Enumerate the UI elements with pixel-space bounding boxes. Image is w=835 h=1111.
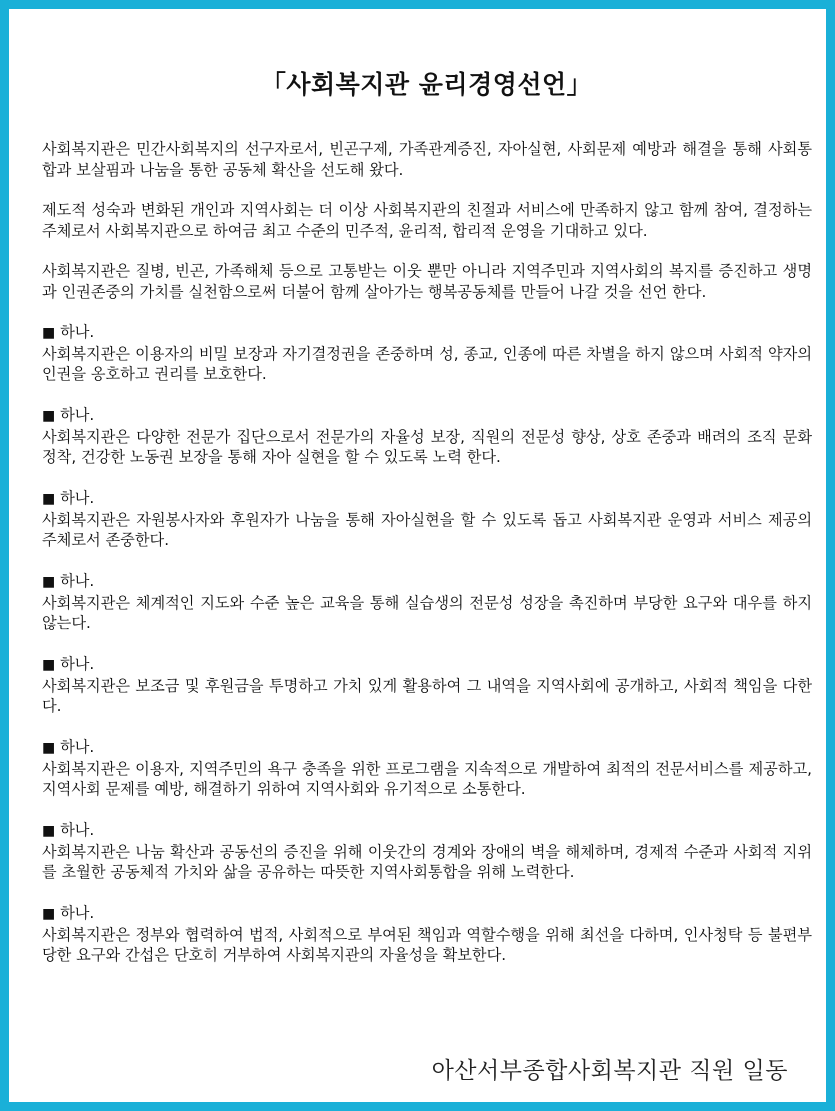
pledge-text: 사회복지관은 보조금 및 후원금을 투명하고 가치 있게 활용하여 그 내역을 지역사회에 공개하고, 사회적 책임을 다한다. <box>42 676 812 715</box>
pledge-item-2 <box>42 405 812 468</box>
pledge-item-5 <box>42 654 812 717</box>
pledge-heading <box>42 571 812 593</box>
pledge-item-6 <box>42 737 812 800</box>
pledge-item-8 <box>42 903 812 966</box>
square-bullet-icon: ■ <box>42 823 56 839</box>
square-bullet-icon: ■ <box>42 491 56 507</box>
pledge-text: 사회복지관은 정부와 협력하여 법적, 사회적으로 부여된 책임과 역할수행을 위해 최선을 다하며, 인사청탁 등 불편부당한 요구와 간섭은 단호히 거부하여 사회복지관의 자율성을 확보한다. <box>42 925 812 964</box>
pledge-text: 사회복지관은 나눔 확산과 공동선의 증진을 위해 이웃간의 경계와 장애의 벽을 해체하며, 경제적 수준과 사회적 지위를 초월한 공동체적 가치와 삶을 공유하는 따뜻한 지역사회통합을 위해 노력한다. <box>42 842 812 881</box>
square-bullet-icon: ■ <box>42 574 56 590</box>
pledge-item-1 <box>42 322 812 385</box>
square-bullet-icon: ■ <box>42 740 56 756</box>
pledge-heading <box>42 654 812 676</box>
square-bullet-icon: ■ <box>42 657 56 673</box>
pledge-label: 하나. <box>60 904 95 922</box>
pledge-text: 사회복지관은 이용자, 지역주민의 욕구 충족을 위한 프로그램을 지속적으로 개발하여 최적의 전문서비스를 제공하고, 지역사회 문제를 예방, 해결하기 위하여 지역사회와 유기적으로 소통한다. <box>42 759 812 798</box>
pledge-text: 사회복지관은 이용자의 비밀 보장과 자기결정권을 존중하며 성, 종교, 인종에 따른 차별을 하지 않으며 사회적 약자의 인권을 옹호하고 권리를 보호한다. <box>42 344 812 383</box>
document-body <box>42 139 812 986</box>
pledge-heading <box>42 322 812 344</box>
pledge-text: 사회복지관은 자원봉사자와 후원자가 나눔을 통해 자아실현을 할 수 있도록 돕고 사회복지관 운영과 서비스 제공의 주체로서 존중한다. <box>42 510 812 549</box>
pledge-label: 하나. <box>60 655 95 673</box>
pledge-label: 하나. <box>60 323 95 341</box>
pledge-heading <box>42 903 812 925</box>
intro-paragraph-2: 제도적 성숙과 변화된 개인과 지역사회는 더 이상 사회복지관의 친절과 서비스에 만족하지 않고 함께 참여, 결정하는 주체로서 사회복지관으로 하여금 최고 수준의 민주적, 윤리적, 합리적 운영을 기대하고 있다. <box>42 201 812 240</box>
pledge-label: 하나. <box>60 738 95 756</box>
pledge-heading <box>42 405 812 427</box>
signature: 아산서부종합사회복지관 직원 일동 <box>431 1058 788 1084</box>
pledge-text: 사회복지관은 체계적인 지도와 수준 높은 교육을 통해 실습생의 전문성 성장을 촉진하며 부당한 요구와 대우를 하지 않는다. <box>42 593 812 632</box>
pledge-item-4 <box>42 571 812 634</box>
pledge-item-3 <box>42 488 812 551</box>
pledge-heading <box>42 737 812 759</box>
pledge-label: 하나. <box>60 489 95 507</box>
document-title: 「사회복지관 윤리경영선언」 <box>260 70 593 99</box>
square-bullet-icon: ■ <box>42 906 56 922</box>
intro-paragraph-3: 사회복지관은 질병, 빈곤, 가족해체 등으로 고통받는 이웃 뿐만 아니라 지역주민과 지역사회의 복지를 증진하고 생명과 인권존중의 가치를 실천함으로써 더불어 함께 살아가는 행복공동체를 만들어 나갈 것을 선언 한다. <box>42 262 812 301</box>
pledge-label: 하나. <box>60 821 95 839</box>
pledge-heading <box>42 488 812 510</box>
pledge-item-7 <box>42 820 812 883</box>
pledge-text: 사회복지관은 다양한 전문가 집단으로서 전문가의 자율성 보장, 직원의 전문성 향상, 상호 존중과 배려의 조직 문화 정착, 건강한 노동권 보장을 통해 자아 실현을 할 수 있도록 노력 한다. <box>42 427 812 466</box>
intro-paragraph-1: 사회복지관은 민간사회복지의 선구자로서, 빈곤구제, 가족관계증진, 자아실현, 사회문제 예방과 해결을 통해 사회통합과 보살핌과 나눔을 통한 공동체 확산을 선도해 왔다. <box>42 140 812 179</box>
square-bullet-icon: ■ <box>42 408 56 424</box>
pledge-label: 하나. <box>60 406 95 424</box>
pledge-heading <box>42 820 812 842</box>
pledge-label: 하나. <box>60 572 95 590</box>
square-bullet-icon: ■ <box>42 325 56 341</box>
